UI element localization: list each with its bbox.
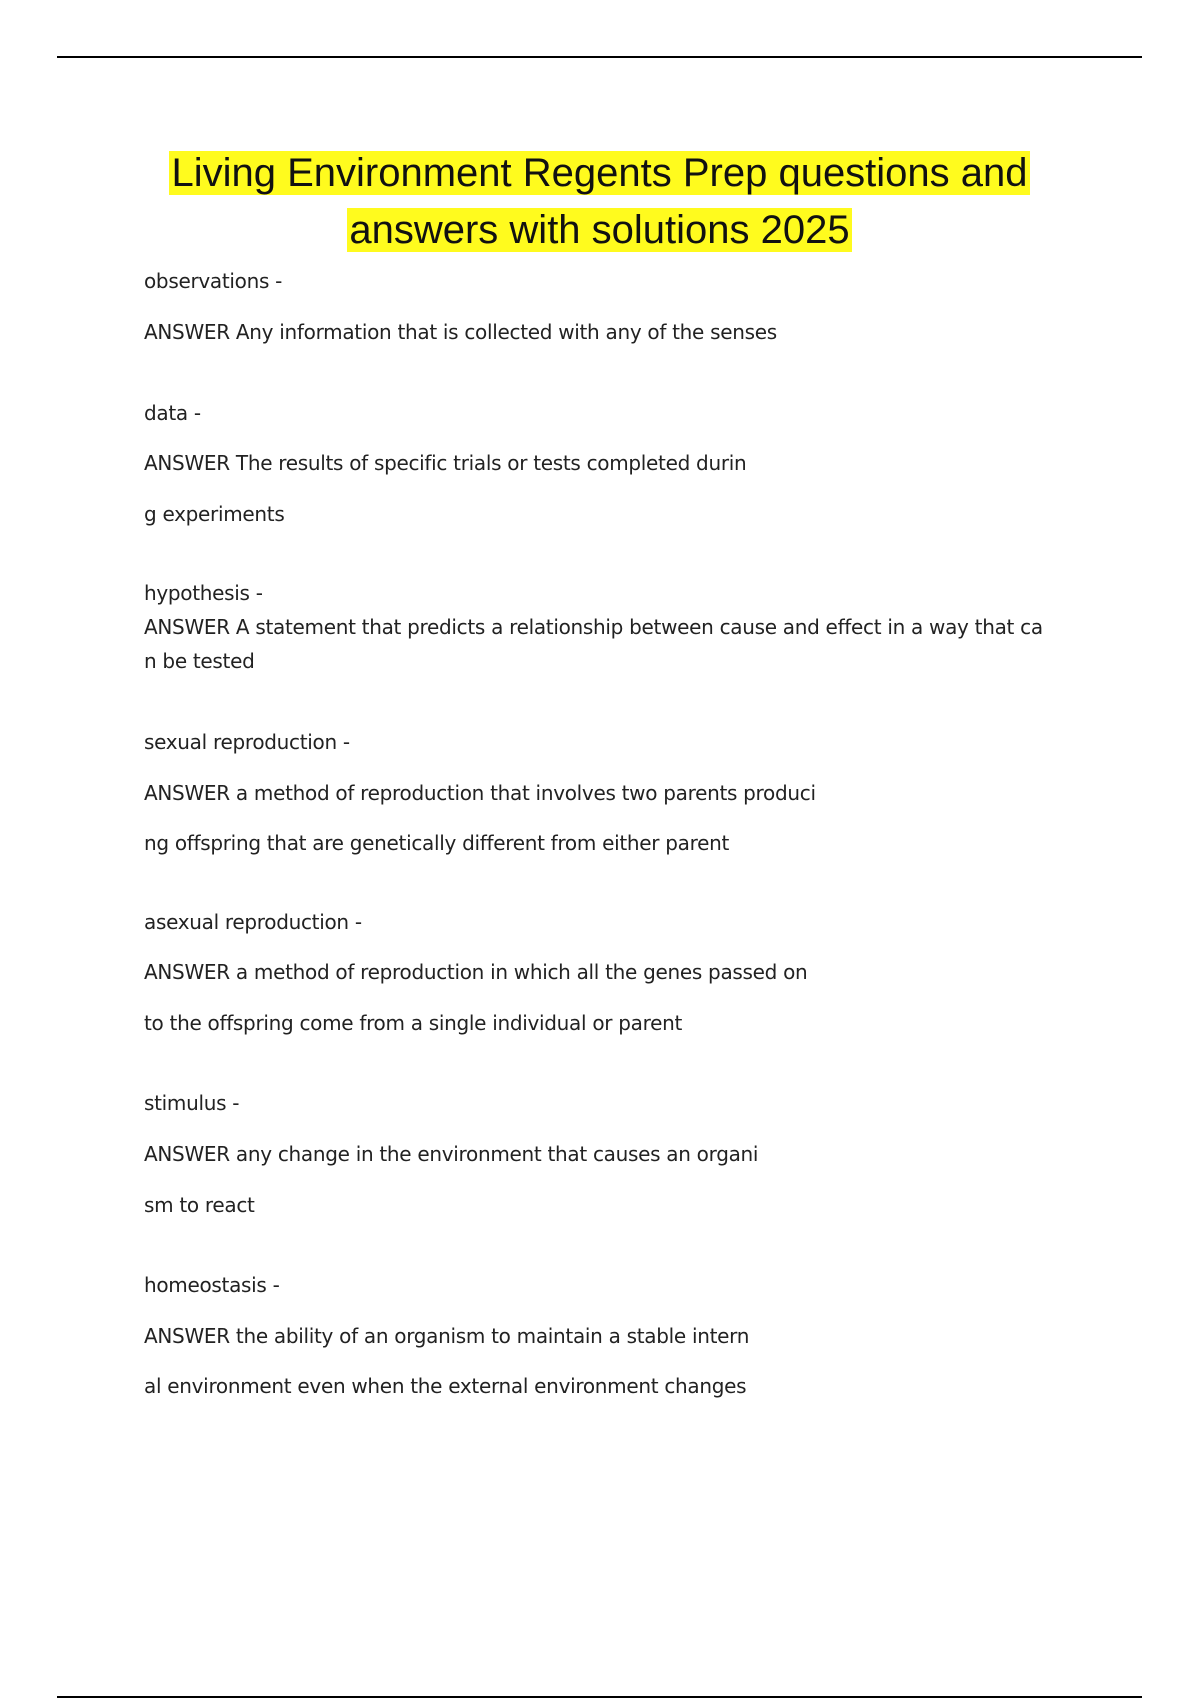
bottom-rule bbox=[57, 1696, 1142, 1698]
answer-data-line-1: ANSWER The results of specific trials or tests completed durin bbox=[144, 451, 747, 475]
term-hypothesis: hypothesis - bbox=[144, 581, 263, 605]
answer-hypothesis-line-1: ANSWER A statement that predicts a relationship between cause and effect in a way that ca bbox=[144, 615, 1043, 639]
term-sexual-reproduction: sexual reproduction - bbox=[144, 730, 350, 754]
answer-homeostasis-line-2: al environment even when the external environment changes bbox=[144, 1374, 747, 1398]
answer-stimulus-line-1: ANSWER any change in the environment that causes an organi bbox=[144, 1142, 759, 1166]
answer-asexual-reproduction-line-1: ANSWER a method of reproduction in which all the genes passed on bbox=[144, 960, 808, 984]
term-observations: observations - bbox=[144, 269, 283, 293]
title-line-1: Living Environment Regents Prep questions and bbox=[171, 151, 1028, 195]
answer-stimulus-line-2: sm to react bbox=[144, 1193, 255, 1217]
answer-sexual-reproduction-line-2: ng offspring that are genetically different from either parent bbox=[144, 831, 730, 855]
answer-data-line-2: g experiments bbox=[144, 502, 285, 526]
term-stimulus: stimulus - bbox=[144, 1091, 240, 1115]
answer-asexual-reproduction-line-2: to the offspring come from a single individual or parent bbox=[144, 1011, 683, 1035]
term-data: data - bbox=[144, 401, 201, 425]
answer-observations-line-1: ANSWER Any information that is collected with any of the senses bbox=[144, 320, 777, 344]
page-title bbox=[57, 145, 1142, 259]
answer-sexual-reproduction-line-1: ANSWER a method of reproduction that involves two parents produci bbox=[144, 781, 816, 805]
top-rule bbox=[57, 56, 1142, 58]
title-line-2: answers with solutions 2025 bbox=[349, 208, 850, 252]
answer-hypothesis-line-2: n be tested bbox=[144, 649, 255, 673]
term-asexual-reproduction: asexual reproduction - bbox=[144, 910, 362, 934]
answer-homeostasis-line-1: ANSWER the ability of an organism to maintain a stable intern bbox=[144, 1324, 750, 1348]
term-homeostasis: homeostasis - bbox=[144, 1273, 280, 1297]
